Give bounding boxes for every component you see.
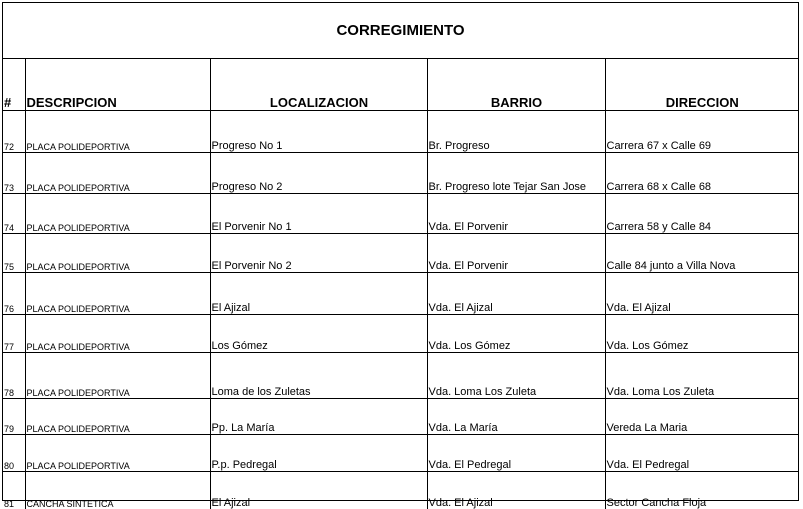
row-number: 74 (3, 194, 25, 234)
row-descripcion: PLACA POLIDEPORTIVA (25, 153, 210, 194)
row-direccion: Carrera 58 y Calle 84 (605, 194, 798, 234)
header-barrio: BARRIO (427, 58, 605, 111)
row-localizacion: Progreso No 2 (210, 153, 427, 194)
row-descripcion: PLACA POLIDEPORTIVA (25, 435, 210, 472)
row-localizacion: El Ajizal (210, 472, 427, 509)
row-barrio: Vda. El Ajizal (427, 472, 605, 509)
row-descripcion: PLACA POLIDEPORTIVA (25, 315, 210, 353)
row-localizacion: Loma de los Zuletas (210, 353, 427, 399)
row-direccion: Vereda La Maria (605, 399, 798, 435)
row-number: 73 (3, 153, 25, 194)
row-barrio: Vda. El Porvenir (427, 194, 605, 234)
row-number: 75 (3, 234, 25, 273)
row-direccion: Carrera 67 x Calle 69 (605, 111, 798, 153)
table-row (3, 353, 798, 399)
header-direccion: DIRECCION (605, 58, 798, 111)
table-row (3, 111, 798, 153)
row-number: 79 (3, 399, 25, 435)
table-row (3, 399, 798, 435)
row-localizacion: El Ajizal (210, 273, 427, 315)
row-number: 78 (3, 353, 25, 399)
row-barrio: Br. Progreso lote Tejar San Jose (427, 153, 605, 194)
row-descripcion: PLACA POLIDEPORTIVA (25, 399, 210, 435)
row-direccion: Vda. El Ajizal (605, 273, 798, 315)
row-direccion: Vda. Los Gómez (605, 315, 798, 353)
row-direccion: Calle 84 junto a Villa Nova (605, 234, 798, 273)
row-localizacion: P.p. Pedregal (210, 435, 427, 472)
row-number: 76 (3, 273, 25, 315)
header-row (3, 58, 798, 111)
table-row (3, 435, 798, 472)
row-number: 81 (3, 472, 25, 509)
table-row (3, 153, 798, 194)
row-barrio: Vda. El Porvenir (427, 234, 605, 273)
row-barrio: Vda. El Ajizal (427, 273, 605, 315)
row-barrio: Vda. Loma Los Zuleta (427, 353, 605, 399)
row-descripcion: PLACA POLIDEPORTIVA (25, 273, 210, 315)
row-direccion: Carrera 68 x Calle 68 (605, 153, 798, 194)
row-number: 80 (3, 435, 25, 472)
row-localizacion: El Porvenir No 1 (210, 194, 427, 234)
title-row (3, 3, 798, 59)
row-localizacion: Pp. La María (210, 399, 427, 435)
table-row (3, 273, 798, 315)
row-descripcion: PLACA POLIDEPORTIVA (25, 194, 210, 234)
row-barrio: Vda. El Pedregal (427, 435, 605, 472)
row-barrio: Vda. Los Gómez (427, 315, 605, 353)
row-barrio: Vda. La María (427, 399, 605, 435)
table-row (3, 315, 798, 353)
table-row (3, 472, 798, 509)
row-descripcion: PLACA POLIDEPORTIVA (25, 111, 210, 153)
table-title: CORREGIMIENTO (336, 22, 464, 39)
row-direccion: Vda. Loma Los Zuleta (605, 353, 798, 399)
row-localizacion: El Porvenir No 2 (210, 234, 427, 273)
table-row (3, 234, 798, 273)
header-num: # (3, 58, 25, 111)
row-localizacion: Los Gómez (210, 315, 427, 353)
row-direccion: Vda. El Pedregal (605, 435, 798, 472)
row-number: 72 (3, 111, 25, 153)
row-barrio: Br. Progreso (427, 111, 605, 153)
row-number: 77 (3, 315, 25, 353)
header-localizacion: LOCALIZACION (210, 58, 427, 111)
row-direccion: Sector Cancha Floja (605, 472, 798, 509)
header-descripcion: DESCRIPCION (25, 58, 210, 111)
row-descripcion: CANCHA SINTETICA (25, 472, 210, 509)
row-descripcion: PLACA POLIDEPORTIVA (25, 234, 210, 273)
row-descripcion: PLACA POLIDEPORTIVA (25, 353, 210, 399)
data-table (3, 58, 798, 509)
spreadsheet-table (2, 2, 799, 501)
table-row (3, 194, 798, 234)
row-localizacion: Progreso No 1 (210, 111, 427, 153)
